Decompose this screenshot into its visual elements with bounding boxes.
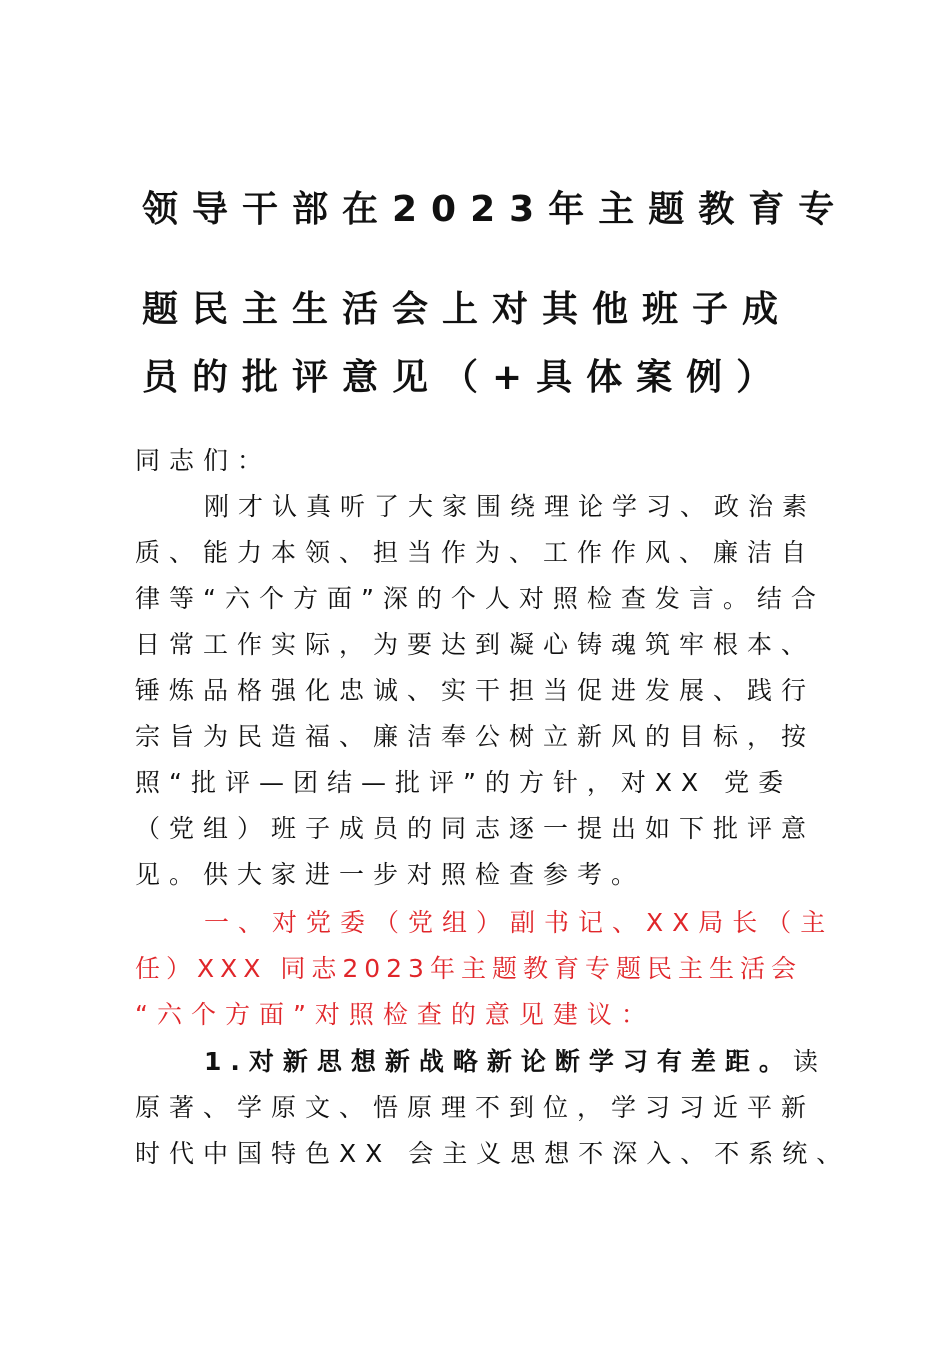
intro-line-7: 照“批评—团结—批评”的方针，对XX 党委 xyxy=(135,768,793,797)
item1-text-start: 读 xyxy=(792,1047,827,1076)
document-title-line-2: 题民主生活会上对其他班子成 xyxy=(142,289,793,330)
document-title-line-1: 领导干部在2023年主题教育专 xyxy=(142,189,849,230)
salutation: 同志们： xyxy=(135,446,272,475)
item1-line-2: 原著、学原文、悟原理不到位，学习习近平新 xyxy=(135,1093,816,1122)
document-title-line-3: 员的批评意见（+具体案例） xyxy=(142,357,787,398)
intro-line-4: 日常工作实际，为要达到凝心铸魂筑牢根本、 xyxy=(135,630,816,659)
intro-line-1: 刚才认真听了大家围绕理论学习、政治素 xyxy=(204,492,817,521)
intro-line-9: 见。供大家进一步对照检查参考。 xyxy=(135,860,646,889)
intro-line-5: 锤炼品格强化忠诚、实干担当促进发展、践行 xyxy=(135,676,816,705)
intro-line-6: 宗旨为民造福、廉洁奉公树立新风的目标，按 xyxy=(135,722,816,751)
intro-line-8: （党组）班子成员的同志逐一提出如下批评意 xyxy=(135,814,816,843)
intro-line-3: 律等“六个方面”深的个人对照检查发言。结合 xyxy=(135,584,825,613)
item1-line-3: 时代中国特色XX 会主义思想不深入、不系统、 xyxy=(135,1139,851,1168)
section1-heading-line-3: “六个方面”对照检查的意见建议： xyxy=(135,1000,655,1029)
intro-line-2: 质、能力本领、担当作为、工作作风、廉洁自 xyxy=(135,538,816,567)
item1-first-line xyxy=(204,1047,827,1077)
section1-heading-line-2: 任）XXX 同志2023年主题教育专题民主生活会 xyxy=(135,954,802,983)
item1-title: 1.对新思想新战略新论断学习有差距。 xyxy=(204,1047,793,1076)
section1-heading-line-1: 一、对党委（党组）副书记、XX局长（主 xyxy=(204,908,835,937)
